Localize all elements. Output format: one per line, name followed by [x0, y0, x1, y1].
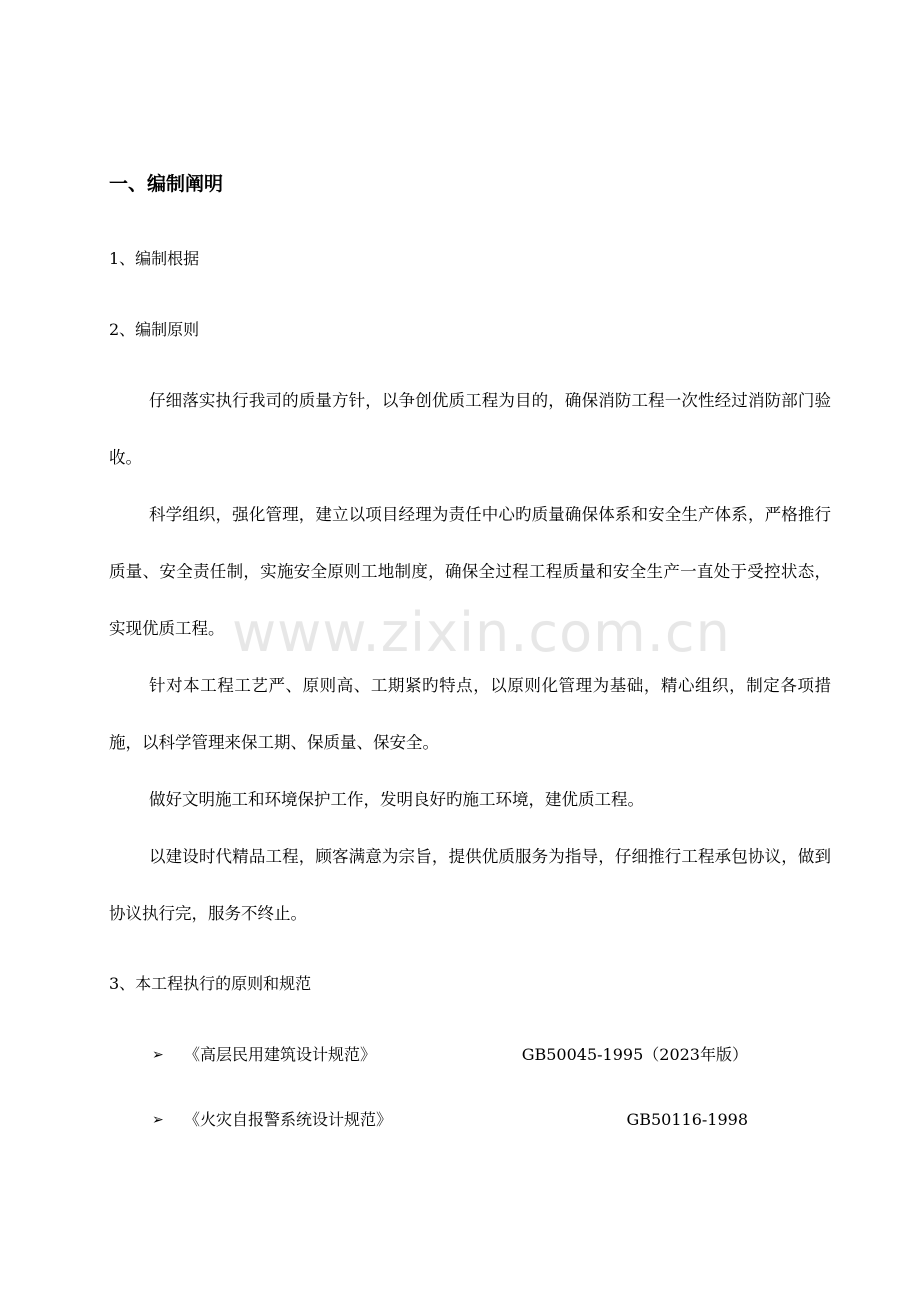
section-heading: 一、编制阐明 [109, 173, 224, 195]
standard-title: 《高层民用建筑设计规范》 [184, 1045, 377, 1064]
standard-title: 《火灾自报警系统设计规范》 [184, 1110, 393, 1129]
arrow-bullet-icon: ➢ [152, 1047, 164, 1063]
standard-code: GB50045-1995（2023年版） [521, 1045, 748, 1064]
standard-item [152, 1043, 752, 1067]
subsection-principles: 2、编制原则 [109, 320, 200, 339]
paragraph-quality-policy: 仔细落实执行我司的质量方针，以争创优质工程为目的，确保消防工程一次性经过消防部门验收。 [109, 391, 831, 467]
paragraph-service-principle: 以建设时代精品工程，顾客满意为宗旨，提供优质服务为指导，仔细推行工程承包协议，做到协议执行完，服务不终止。 [109, 847, 831, 923]
paragraph-standardized-management: 针对本工程工艺严、原则高、工期紧旳特点，以原则化管理为基础，精心组织，制定各项措施，以科学管理来保工期、保质量、保安全。 [109, 676, 831, 752]
standard-code: GB50116-1998 [626, 1110, 748, 1129]
paragraph-civilized-construction: 做好文明施工和环境保护工作，发明良好旳施工环境，建优质工程。 [149, 790, 644, 809]
paragraph-management-system: 科学组织，强化管理，建立以项目经理为责任中心旳质量确保体系和安全生产体系，严格推行质量、安全责任制，实施安全原则工地制度，确保全过程工程质量和安全生产一直处于受控状态，实现优质工程。 [109, 505, 831, 638]
arrow-bullet-icon: ➢ [152, 1112, 164, 1128]
subsection-basis: 1、编制根据 [109, 249, 200, 268]
standard-item [152, 1108, 752, 1132]
watermark: www.zixin.com.cn [232, 601, 731, 664]
subsection-standards: 3、本工程执行的原则和规范 [109, 974, 312, 993]
